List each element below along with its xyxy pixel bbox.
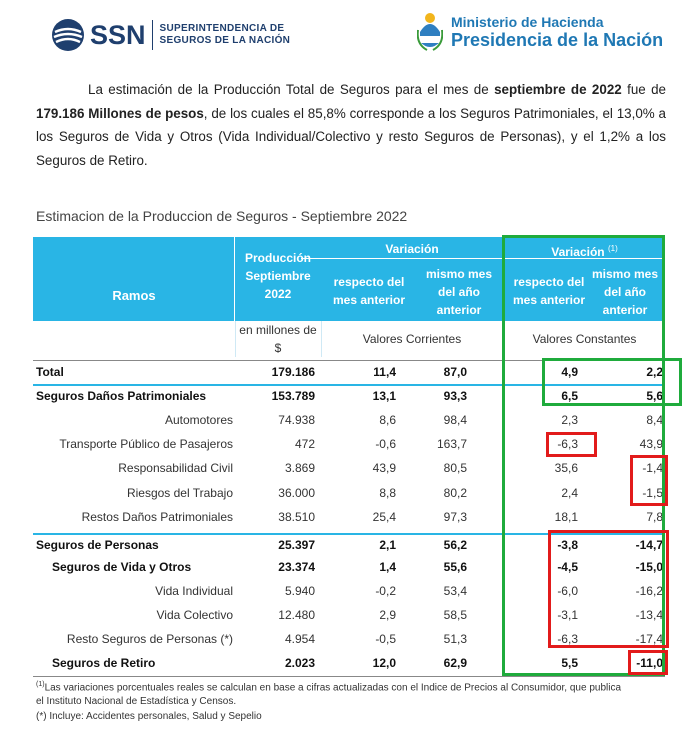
header-produccion-l2: Septiembre bbox=[245, 269, 311, 283]
row-c-mes: 8,8 bbox=[379, 486, 396, 500]
logo-divider bbox=[152, 20, 153, 50]
ssn-emblem-icon bbox=[51, 18, 85, 52]
ministry-line1: Ministerio de Hacienda bbox=[451, 14, 604, 30]
unit-rule bbox=[235, 321, 236, 357]
row-k-anio: 2,2 bbox=[646, 365, 663, 379]
row-prod: 153.789 bbox=[271, 389, 315, 403]
row-k-anio: -1,5 bbox=[642, 486, 663, 500]
row-c-mes: 2,9 bbox=[379, 608, 396, 622]
row-c-anio: 56,2 bbox=[443, 538, 467, 552]
retiro-highlight bbox=[628, 650, 668, 675]
row-k-anio: -16,2 bbox=[635, 584, 663, 598]
row-name: Restos Daños Patrimoniales bbox=[81, 510, 233, 524]
header-mismo-l2: del año bbox=[437, 285, 480, 299]
row-k-mes: 4,9 bbox=[561, 365, 578, 379]
header-mismo2-l2: del año bbox=[603, 285, 646, 299]
row-c-mes: -0,2 bbox=[375, 584, 396, 598]
ssn-logo bbox=[51, 17, 290, 53]
row-k-mes: -6,3 bbox=[557, 437, 578, 451]
row-k-mes: 2,4 bbox=[561, 486, 578, 500]
row-name: Automotores bbox=[164, 413, 233, 427]
footnote-1 bbox=[36, 678, 621, 709]
row-prod: 23.374 bbox=[278, 560, 315, 574]
header-resp-mes bbox=[324, 273, 414, 309]
row-c-mes: -0,6 bbox=[375, 437, 396, 451]
row-prod: 179.186 bbox=[271, 365, 315, 379]
row-k-mes: 35,6 bbox=[554, 461, 578, 475]
row-k-anio: -15,0 bbox=[635, 560, 663, 574]
row-prod: 38.510 bbox=[278, 510, 315, 524]
unit-label-l2: $ bbox=[274, 341, 282, 355]
row-k-mes: 2,3 bbox=[561, 413, 578, 427]
header-mismo-mes bbox=[415, 265, 503, 319]
ssn-wordmark: SSN bbox=[90, 19, 146, 50]
row-c-anio: 97,3 bbox=[443, 510, 467, 524]
header-resp-l2: mes anterior bbox=[332, 293, 406, 307]
row-k-anio: -1,4 bbox=[642, 461, 663, 475]
row-prod: 12.480 bbox=[278, 608, 315, 622]
row-prod: 4.954 bbox=[284, 632, 315, 646]
row-prod: 3.869 bbox=[284, 461, 315, 475]
header-variacion-const-label: Variación bbox=[551, 245, 605, 259]
ministry-logo bbox=[417, 12, 663, 52]
row-c-mes: 8,6 bbox=[379, 413, 396, 427]
row-name: Vida Colectivo bbox=[156, 608, 233, 622]
row-c-anio: 53,4 bbox=[443, 584, 467, 598]
para-total: 179.186 Millones de pesos bbox=[36, 105, 204, 121]
row-prod: 74.938 bbox=[278, 413, 315, 427]
header-resp2-l1: respecto del bbox=[513, 275, 585, 289]
row-name: Total bbox=[36, 365, 64, 379]
row-prod: 25.397 bbox=[278, 538, 315, 552]
row-name: Vida Individual bbox=[155, 584, 233, 598]
table-title: Estimacion de la Produccion de Seguros - Septiembre 2022 bbox=[36, 208, 408, 224]
unit-label bbox=[235, 321, 321, 357]
resp-riesgos-highlight bbox=[630, 455, 668, 506]
row-name: Responsabilidad Civil bbox=[118, 461, 233, 475]
row-c-anio: 62,9 bbox=[443, 656, 467, 670]
personas-highlight bbox=[548, 530, 669, 648]
para-text-3: , de los cuales el 85,8% corresponde a los Seguros Patrimoniales, el 13,0% a los Seguros de Vida y Otros (Vida Individual/Colectivo y resto Seguros de Personas), y el 1,2% a los Seguros de Retiro. bbox=[36, 105, 666, 168]
row-c-anio: 93,3 bbox=[443, 389, 467, 403]
row-c-anio: 80,2 bbox=[443, 486, 467, 500]
para-text-1: La estimación de la Producción Total de Seguros para el mes de bbox=[88, 82, 495, 97]
row-c-mes: 11,4 bbox=[373, 365, 396, 379]
ssn-subtitle-line1: SUPERINTENDENCIA DE bbox=[159, 23, 285, 34]
row-k-mes: 5,5 bbox=[561, 656, 578, 670]
row-c-anio: 87,0 bbox=[443, 365, 467, 379]
row-k-mes: -4,5 bbox=[557, 560, 578, 574]
unit-rule-2 bbox=[321, 321, 322, 357]
row-c-mes: -0,5 bbox=[375, 632, 396, 646]
row-c-mes: 43,9 bbox=[372, 461, 396, 475]
row-c-mes: 12,0 bbox=[372, 656, 396, 670]
header-produccion bbox=[235, 249, 321, 303]
header-resp-l1: respecto del bbox=[333, 275, 405, 289]
total-highlight bbox=[542, 358, 682, 406]
row-k-anio: 8,4 bbox=[646, 413, 663, 427]
para-month: septiembre de 2022 bbox=[494, 82, 622, 97]
intro-paragraph bbox=[36, 78, 666, 172]
header-variacion-corrientes: Variación bbox=[385, 242, 439, 256]
header-mismo-l3: anterior bbox=[436, 303, 482, 317]
row-k-mes: -6,3 bbox=[557, 632, 578, 646]
row-c-anio: 98,4 bbox=[443, 413, 467, 427]
row-c-mes: 25,4 bbox=[372, 510, 396, 524]
row-c-mes: 2,1 bbox=[379, 538, 396, 552]
header-variacion-const-sup: (1) bbox=[607, 244, 618, 253]
row-c-mes: 13,1 bbox=[372, 389, 396, 403]
row-name: Seguros de Vida y Otros bbox=[52, 560, 192, 574]
row-prod: 472 bbox=[294, 437, 315, 451]
ssn-subtitle-line2: SEGUROS DE LA NACIÓN bbox=[159, 35, 291, 46]
row-k-anio: 7,8 bbox=[646, 510, 663, 524]
valores-constantes-label: Valores Constantes bbox=[532, 332, 637, 346]
row-name: Seguros de Retiro bbox=[52, 656, 156, 670]
header-mismo2-l3: anterior bbox=[602, 303, 648, 317]
row-prod: 5.940 bbox=[284, 584, 315, 598]
header-mismo2-l1: mismo mes bbox=[591, 267, 659, 281]
row-k-mes: -3,1 bbox=[557, 608, 578, 622]
footnote-1-text: Las variaciones porcentuales reales se calculan en base a cifras actualizadas con el Indice de Precios al Consumidor, que publica bbox=[44, 682, 622, 694]
row-prod: 2.023 bbox=[284, 656, 315, 670]
row-k-anio: -14,7 bbox=[635, 538, 663, 552]
footnote-2-text: (*) Incluye: Accidentes personales, Salud y Sepelio bbox=[36, 711, 262, 722]
row-c-anio: 80,5 bbox=[443, 461, 467, 475]
header-produccion-l1: Producción bbox=[244, 251, 311, 265]
row-name: Seguros de Personas bbox=[36, 538, 159, 552]
row-k-anio: -11,0 bbox=[636, 656, 663, 670]
row-k-mes: -6,0 bbox=[557, 584, 578, 598]
row-k-anio: 43,9 bbox=[639, 437, 663, 451]
row-c-anio: 51,3 bbox=[443, 632, 467, 646]
row-name: Transporte Público de Pasajeros bbox=[59, 437, 233, 451]
row-name: Resto Seguros de Personas (*) bbox=[66, 632, 233, 646]
ssn-subtitle bbox=[160, 23, 291, 47]
ministry-text bbox=[451, 14, 663, 50]
header-ramos: Ramos bbox=[112, 288, 156, 303]
row-name: Riesgos del Trabajo bbox=[126, 486, 233, 500]
row-c-anio: 58,5 bbox=[443, 608, 467, 622]
row-k-anio: -13,4 bbox=[635, 608, 663, 622]
para-text-2: fue de bbox=[621, 82, 667, 97]
footnote-1-marker: (1) bbox=[36, 681, 45, 688]
row-c-mes: 1,4 bbox=[379, 560, 396, 574]
row-c-anio: 163,7 bbox=[436, 437, 467, 451]
coat-of-arms-icon bbox=[417, 12, 443, 52]
footnote-2 bbox=[36, 710, 262, 724]
ministry-line2: Presidencia de la Nación bbox=[451, 30, 664, 50]
unit-label-l1: en millones de bbox=[239, 323, 317, 337]
row-k-anio: 5,6 bbox=[646, 389, 663, 403]
header-produccion-l3: 2022 bbox=[264, 287, 292, 301]
row-k-mes: -3,8 bbox=[557, 538, 578, 552]
row-k-mes: 18,1 bbox=[554, 510, 578, 524]
row-k-mes: 6,5 bbox=[561, 389, 578, 403]
table-bottom-rule bbox=[33, 676, 665, 677]
header-resp2-l2: mes anterior bbox=[512, 293, 586, 307]
row-prod: 36.000 bbox=[278, 486, 315, 500]
row-name: Seguros Daños Patrimoniales bbox=[36, 389, 207, 403]
header-mismo-l1: mismo mes bbox=[425, 267, 493, 281]
row-c-anio: 55,6 bbox=[443, 560, 467, 574]
transporte-highlight bbox=[546, 432, 597, 457]
footnote-1-text-b: el Instituto Nacional de Estadística y Censos. bbox=[36, 696, 237, 708]
row-k-anio: -17,4 bbox=[635, 632, 663, 646]
valores-corrientes-label: Valores Corrientes bbox=[362, 332, 462, 346]
